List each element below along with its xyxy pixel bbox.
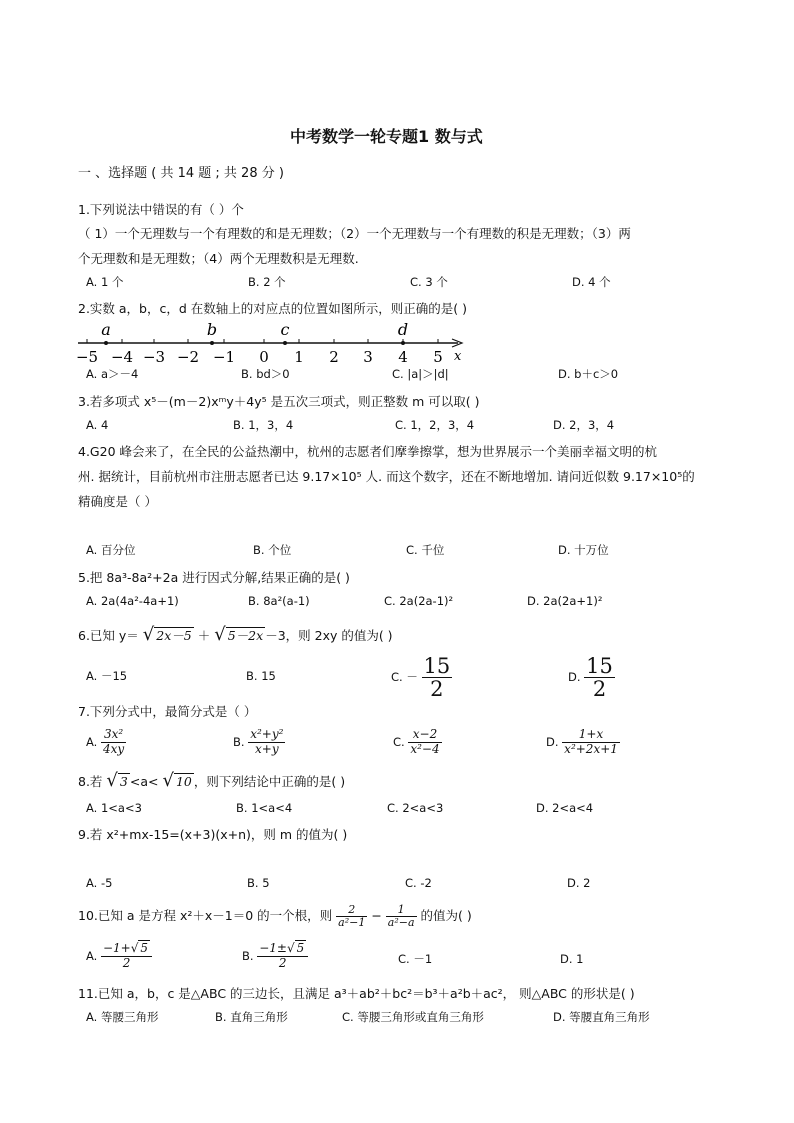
tick-label: −2: [176, 348, 200, 366]
number-line-figure: [74, 318, 474, 366]
option-b: B. 1<a<4: [236, 801, 293, 815]
question-4-line: 州. 据统计，目前杭州市注册志愿者已达 9.17×10⁵ 人. 而这个数字，还在不断地增加. 请问近似数 9.17×10⁵的: [78, 469, 695, 484]
fraction: $\frac{2}{\text{a²−1}}$: [338, 903, 366, 930]
fraction: $\frac{\text{x²+y²}}{x+y}$: [250, 727, 284, 756]
option-c: C. -2: [405, 876, 432, 890]
stem-text: －3，则 2xy 的值为( ): [265, 628, 393, 643]
question-6-stem: [78, 624, 393, 646]
option-d: D. 2a(2a+1)²: [527, 594, 603, 608]
option-a: A. －15: [86, 669, 128, 683]
fraction: $\frac{1+x}{\text{x²+2x+1}}$: [564, 727, 618, 756]
option-a: A. 等腰三角形: [86, 1010, 159, 1024]
tick-label: 5: [433, 348, 443, 366]
question-7-stem: 7.下列分式中，最简分式是（ ）: [78, 704, 257, 719]
option-c: C. 2a(2a-1)²: [384, 594, 454, 608]
question-5-stem: 5.把 8a³-8a²+2a 进行因式分解,结果正确的是( ): [78, 570, 350, 585]
page-title: 中考数学一轮专题1 数与式: [290, 127, 483, 146]
question-4-stem: 4.G20 峰会来了，在全民的公益热潮中，杭州的志愿者们摩拳擦掌，想为世界展示一个美丽幸福文明的杭: [78, 444, 657, 459]
point-marker: [104, 341, 108, 345]
question-4-line: 精确度是（ ）: [78, 494, 157, 509]
tick-label: 1: [294, 348, 304, 366]
tick-label: −4: [110, 348, 134, 366]
option-a: A. 百分位: [86, 543, 136, 557]
option-c: C. － $\frac{15}{2}$: [391, 654, 451, 702]
option-d: D. 2<a<4: [536, 801, 594, 815]
question-9-stem: 9.若 x²+mx-15=(x+3)(x+n)，则 m 的值为( ): [78, 827, 348, 842]
question-1-line: 个无理数和是无理数；（4）两个无理数积是无理数.: [78, 251, 359, 266]
question-11-stem: 11.已知 a，b，c 是△ABC 的三边长，且满足 a³＋ab²＋bc²＝b³＋a²b＋ac²， 则△ABC 的形状是( ): [78, 986, 635, 1001]
tick-label: 0: [259, 348, 269, 366]
point-marker: [210, 341, 214, 345]
question-10-stem: 10.已知 a 是方程 x²＋x－1＝0 的一个根，则 $\frac{2}{\text{a²−1}}$ − $\frac{1}{\text{a²−a}}$ 的值为( ): [78, 903, 472, 930]
option-a: A. a＞－4: [86, 367, 139, 381]
stem-text: 6.已知 y＝: [78, 628, 139, 643]
tick-label: 2: [329, 348, 339, 366]
point-label: a: [101, 320, 111, 339]
fraction: $\frac{\text{3x²}}{4xy}$: [102, 727, 125, 756]
option-c: C. 1，2，3，4: [395, 418, 475, 432]
option-a: A. -5: [86, 876, 113, 890]
section-heading: 一 、选择题 ( 共 14 题 ; 共 28 分 ): [78, 166, 284, 181]
option-b: B. $\frac{\text{x²+y²}}{x+y}$: [233, 727, 284, 756]
tick-label: −1: [212, 348, 236, 366]
option-b: B. 15: [246, 669, 276, 683]
option-a: A. $\frac{\text{3x²}}{4xy}$: [86, 727, 125, 756]
question-3-stem: 3.若多项式 x⁵－(m－2)xᵐy＋4y⁵ 是五次三项式，则正整数 m 可以取( ): [78, 394, 480, 409]
option-d: D. $\frac{1+x}{\text{x²+2x+1}}$: [546, 727, 618, 756]
option-c: C. 3 个: [410, 275, 448, 289]
option-b: B. 8a²(a-1): [248, 594, 310, 608]
fraction: $\frac{-1\pm√ 5}{2}$: [257, 942, 308, 971]
option-d: D. 等腰直角三角形: [553, 1010, 650, 1024]
question-8-stem: 8.若 √ 3 <a< √ 10 ，则下列结论中正确的是( ): [78, 770, 346, 791]
option-a: A. 4: [86, 418, 109, 432]
tick-label: −5: [75, 348, 99, 366]
fraction: $\frac{15}{2}$: [586, 654, 613, 702]
option-b: B. 1，3，4: [233, 418, 294, 432]
option-a: A. 1 个: [86, 275, 124, 289]
point-label: d: [397, 320, 409, 339]
option-a: A. 1<a<3: [86, 801, 142, 815]
tick-label: 4: [398, 348, 408, 366]
option-c: C. $\frac{x-2}{\text{x²−4}}$: [393, 727, 440, 756]
option-c: C. 千位: [406, 543, 445, 557]
axis-label: x: [454, 349, 462, 364]
option-d: D. 4 个: [572, 275, 611, 289]
plus-sign: ＋: [197, 628, 211, 643]
option-d: D. 1: [560, 952, 584, 966]
option-b: B. 个位: [253, 543, 292, 557]
option-d: D. b＋c＞0: [558, 367, 619, 381]
option-b: B. 2 个: [248, 275, 286, 289]
option-d: D. 2: [567, 876, 591, 890]
question-2-stem: 2.实数 a，b，c，d 在数轴上的对应点的位置如图所示，则正确的是( ): [78, 301, 468, 316]
point-label: c: [280, 320, 290, 339]
option-a: A. 2a(4a²-4a+1): [86, 594, 179, 608]
option-b: B. 直角三角形: [215, 1010, 288, 1024]
point-marker: [401, 341, 405, 345]
point-label: b: [206, 320, 218, 339]
tick-label: 3: [363, 348, 373, 366]
option-c: C. |a|＞|d|: [392, 367, 449, 381]
option-c: C. －1: [398, 952, 433, 966]
option-c: C. 2<a<3: [387, 801, 444, 815]
option-d: D. 十万位: [558, 543, 609, 557]
option-b: B. bd＞0: [241, 367, 290, 381]
option-c: C. 等腰三角形或直角三角形: [342, 1010, 484, 1024]
fraction: $\frac{x-2}{\text{x²−4}}$: [410, 727, 440, 756]
option-a: A. $\frac{-1+√ 5}{2}$: [86, 942, 152, 971]
tick-label: −3: [142, 348, 166, 366]
option-b: B. 5: [247, 876, 270, 890]
sqrt-expression: √ 2x－5: [142, 624, 192, 645]
question-1-line: （ 1）一个无理数与一个有理数的和是无理数；（2）一个无理数与一个有理数的积是无理数；（3）两: [78, 226, 631, 241]
fraction: $\frac{15}{2}$: [423, 654, 451, 702]
question-1-stem: 1.下列说法中错误的有（ ）个: [78, 202, 244, 217]
option-d: D. $\frac{15}{2}$: [568, 654, 613, 702]
option-d: D. 2，3，4: [553, 418, 615, 432]
sqrt-expression: √ 5－2x: [214, 624, 264, 645]
sqrt-expression: √ 10: [162, 770, 192, 791]
fraction: $\frac{1}{\text{a²−a}}$: [387, 903, 415, 930]
sqrt-expression: √ 3: [106, 770, 128, 791]
option-b: B. $\frac{-1\pm√ 5}{2}$: [242, 942, 308, 971]
point-marker: [283, 341, 287, 345]
fraction: $\frac{-1+√ 5}{2}$: [101, 942, 152, 971]
